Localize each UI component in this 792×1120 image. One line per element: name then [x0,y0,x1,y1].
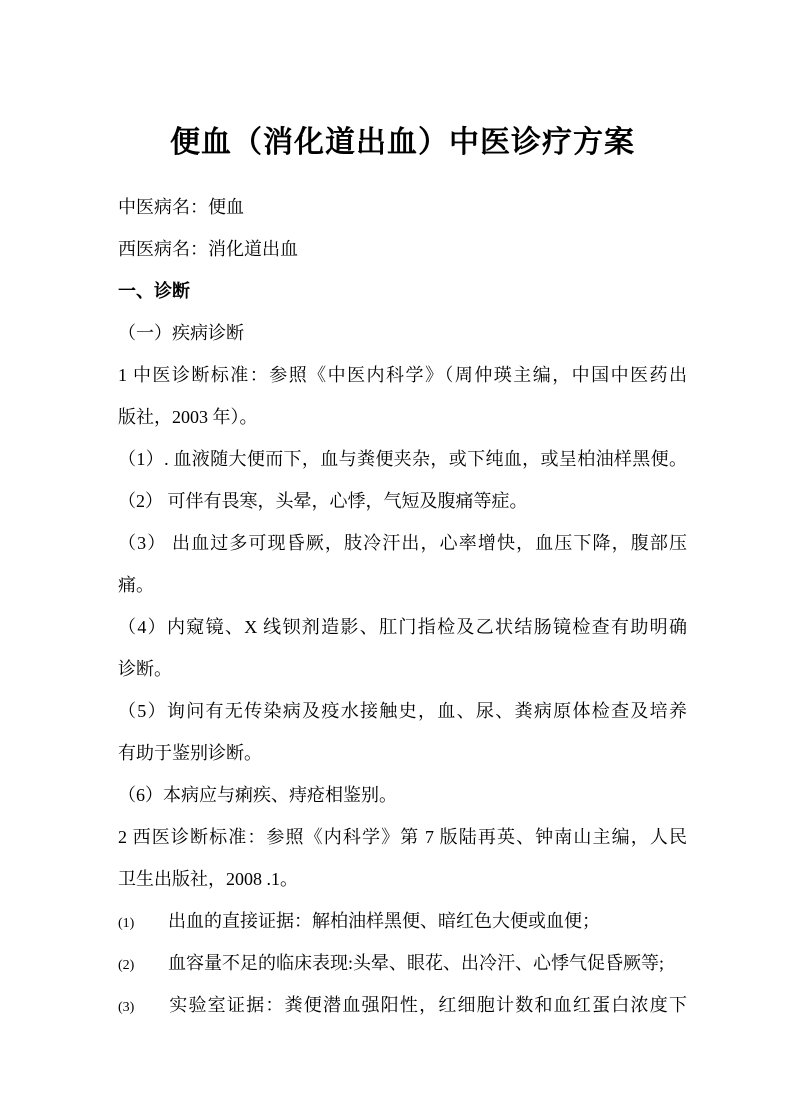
criterion-2-line: （2） 可伴有畏寒，头晕，心悸，气短及腹痛等症。 [118,491,528,511]
tcm-criteria-line-1: 1 中医诊断标准：参照《中医内科学》（周仲瑛主编，中国中医药出 [118,365,687,385]
document-title: 便血（消化道出血）中医诊疗方案 [170,126,635,159]
tcm-disease-name-line: 中医病名：便血 [118,197,244,217]
evidence-item-1-text: 出血的直接证据：解柏油样黑便、暗红色大便或血便； [168,911,600,931]
list-marker-3: (3) [118,1000,135,1015]
evidence-item-2-text: 血容量不足的临床表现:头晕、眼花、出冷汗、心悸气促昏厥等; [168,953,664,973]
criterion-3-line-2: 痛。 [118,575,154,595]
criterion-5-line-2: 有助于鉴别诊断。 [118,743,262,763]
criterion-5-line-1: （5）询问有无传染病及疫水接触史，血、尿、粪病原体检查及培养 [118,701,687,721]
criterion-3-line-1: （3） 出血过多可现昏厥，肢冷汗出，心率增快，血压下降，腹部压 [118,533,687,553]
evidence-item-3-text: 实验室证据：粪便潜血强阳性，红细胞计数和血红蛋白浓度下 [168,995,687,1015]
western-disease-name-line: 西医病名：消化道出血 [118,239,298,259]
criterion-6-line: （6）本病应与痢疾、痔疮相鉴别。 [118,785,397,805]
criterion-1-line: （1）. 血液随大便而下，血与粪便夹杂，或下纯血，或呈柏油样黑便。 [118,449,687,469]
western-criteria-line-2: 卫生出版社，2008 .1。 [118,869,298,889]
evidence-item-2 [118,942,687,984]
criterion-4-line-1: （4）内窥镜、X 线钡剂造影、肛门指检及乙状结肠镜检查有助明确 [118,617,687,637]
section-heading-diagnosis: 一、诊断 [118,281,190,301]
western-criteria-line-1: 2 西医诊断标准：参照《内科学》第 7 版陆再英、钟南山主编，人民 [118,827,687,847]
subsection-disease-diagnosis: （一）疾病诊断 [118,323,244,343]
tcm-criteria-line-2: 版社，2003 年）。 [118,407,258,427]
evidence-item-1 [118,900,687,942]
criterion-4-line-2: 诊断。 [118,659,172,679]
list-marker-1: (1) [118,916,135,931]
list-marker-2: (2) [118,958,135,973]
evidence-item-3 [118,984,687,1026]
